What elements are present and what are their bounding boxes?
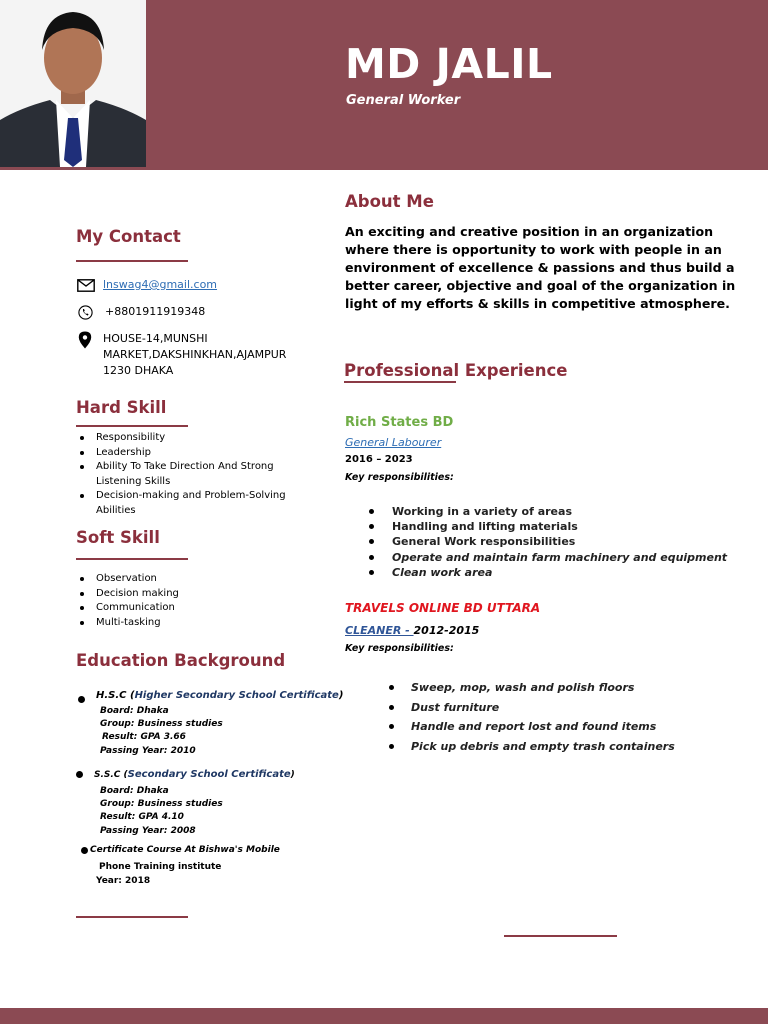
- experience-heading-rule: [344, 381, 456, 383]
- address-line: MARKET,DAKSHINKHAN,AJAMPUR: [103, 348, 287, 361]
- hard-skill-heading: Hard Skill: [76, 398, 167, 417]
- list-item: Multi-tasking: [76, 616, 179, 631]
- hsc-result: Result: GPA 3.66: [102, 732, 186, 743]
- list-item: Decision making: [76, 587, 179, 602]
- job2-years: 2012-2015: [413, 624, 480, 637]
- bullet-dot: [81, 847, 88, 854]
- hard-skill-list: [76, 431, 286, 518]
- job1-company: Rich States BD: [345, 415, 454, 430]
- ssc-suffix: ): [290, 770, 295, 780]
- location-pin-icon: [78, 331, 92, 354]
- candidate-name: MD JALIL: [345, 40, 553, 88]
- footer-band: [0, 1008, 768, 1024]
- ssc-prefix: S.S.C (: [94, 770, 128, 780]
- bullet-dot: [78, 696, 85, 703]
- list-item: Leadership: [76, 446, 286, 461]
- experience-heading: Professional Experience: [344, 361, 568, 380]
- ssc-details: [100, 785, 223, 838]
- job1-years: 2016 – 2023: [345, 454, 413, 465]
- list-item: Dust furniture: [345, 701, 675, 721]
- list-item: Pick up debris and empty trash containers: [345, 740, 675, 760]
- job2-role: CLEANER -: [345, 624, 414, 637]
- soft-skill-heading: Soft Skill: [76, 528, 160, 547]
- list-item: Decision-making and Problem-Solving: [76, 489, 286, 504]
- list-item-continuation: Listening Skills: [96, 475, 171, 487]
- job2-key-label: Key responsibilities:: [345, 643, 454, 654]
- list-item: Sweep, mop, wash and polish floors: [345, 681, 675, 701]
- certificate-year: Year: 2018: [96, 876, 151, 886]
- list-item: Communication: [76, 601, 179, 616]
- certificate-institute: Phone Training institute: [99, 862, 222, 872]
- list-item: Operate and maintain farm machinery and equipment: [345, 551, 727, 566]
- soft-skill-heading-rule: [76, 558, 188, 560]
- job2-role-line: [345, 624, 479, 637]
- about-text: An exciting and creative position in an organization where there is opportunity to work with people in an environment of excellence & passions and thus build a better career, objective and goal of the organization in light of my efforts & skills in competitive atmosphere.: [345, 224, 736, 311]
- list-item: Responsibility: [76, 431, 286, 446]
- education-heading: Education Background: [76, 651, 286, 670]
- contact-heading-rule: [76, 260, 188, 262]
- bullet-dot: [76, 771, 83, 778]
- about-heading: About Me: [345, 192, 434, 211]
- address-line: 1230 DHAKA: [103, 364, 174, 377]
- profile-photo-portrait: [0, 0, 146, 167]
- hsc-suffix: ): [338, 690, 344, 701]
- job1-key-label: Key responsibilities:: [345, 472, 454, 483]
- list-item: Handle and report lost and found items: [345, 720, 675, 740]
- right-bottom-rule: [504, 935, 617, 937]
- job2-company: TRAVELS ONLINE BD UTTARA: [345, 601, 541, 615]
- list-item: Observation: [76, 572, 179, 587]
- list-item: Working in a variety of areas: [345, 505, 727, 520]
- hsc-year: Passing Year: 2010: [100, 745, 196, 756]
- candidate-title: General Worker: [346, 93, 461, 108]
- list-item: Ability To Take Direction And Strong: [76, 460, 286, 475]
- address-line: HOUSE-14,MUNSHI: [103, 332, 208, 345]
- profile-photo: [0, 0, 146, 167]
- ssc-year: Passing Year: 2008: [100, 825, 196, 836]
- hard-skill-heading-rule: [76, 425, 188, 427]
- job1-responsibilities: [345, 505, 727, 581]
- ssc-board: Board: Dhaka: [100, 786, 169, 796]
- hsc-board: Board: Dhaka: [100, 706, 169, 716]
- left-bottom-rule: [76, 916, 188, 918]
- ssc-name: Secondary School Certificate: [127, 769, 291, 780]
- job1-role: General Labourer: [345, 436, 442, 449]
- phone-number: +8801911919348: [105, 305, 206, 318]
- list-item-continuation: Abilities: [96, 504, 136, 516]
- email-link[interactable]: lnswag4@gmail.com: [103, 278, 218, 291]
- hsc-group: Group: Business studies: [100, 719, 223, 730]
- hsc-prefix: H.S.C (: [96, 690, 135, 701]
- soft-skill-list: [76, 572, 179, 630]
- ssc-group: Group: Business studies: [100, 799, 223, 810]
- ssc-title: [94, 769, 295, 780]
- certificate-title: Certificate Course At Bishwa's Mobile: [90, 845, 280, 855]
- list-item: Handling and lifting materials: [345, 520, 727, 535]
- ssc-result: Result: GPA 4.10: [100, 812, 184, 823]
- envelope-icon: [77, 279, 95, 297]
- contact-heading: My Contact: [76, 227, 181, 246]
- phone-icon: [78, 305, 93, 325]
- list-item: General Work responsibilities: [345, 535, 727, 550]
- job2-responsibilities: [345, 681, 675, 759]
- list-item: Clean work area: [345, 566, 727, 581]
- hsc-name: Higher Secondary School Certificate: [134, 690, 339, 701]
- hsc-details: [100, 705, 223, 758]
- address: [103, 331, 286, 379]
- hsc-title: [96, 690, 343, 701]
